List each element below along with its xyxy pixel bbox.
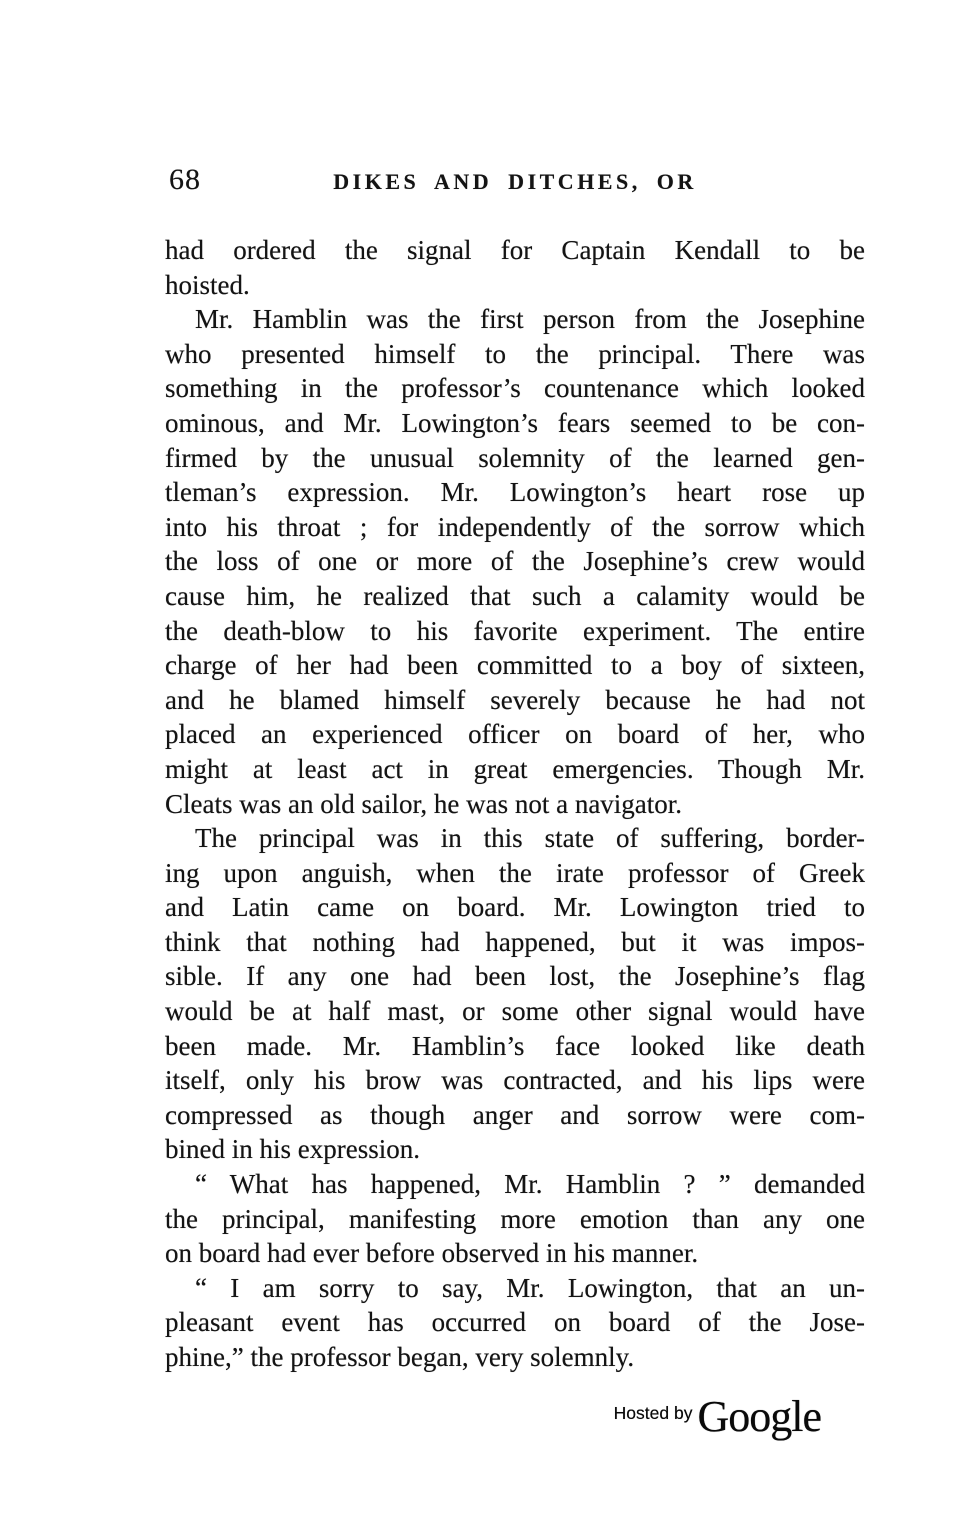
text-line: the death-blow to his favorite experiment. The entire xyxy=(165,615,865,646)
page-body xyxy=(165,233,865,1375)
running-header xyxy=(165,163,865,197)
text-line: phine,” the professor began, very solemnly. xyxy=(165,1342,635,1372)
text-line: The principal was in this state of suffering, border- xyxy=(195,823,865,854)
text-line: placed an experienced officer on board of her, who xyxy=(165,719,865,750)
text-line: might at least act in great emergencies. Though Mr. xyxy=(165,753,865,784)
google-watermark xyxy=(613,1390,821,1441)
text-line: sible. If any one had been lost, the Josephine’s flag xyxy=(165,961,865,992)
text-line: cause him, he realized that such a calamity would be xyxy=(165,580,865,611)
text-line: firmed by the unusual solemnity of the learned gen- xyxy=(165,442,865,473)
text-line: would be at half mast, or some other signal would have xyxy=(165,996,865,1027)
text-line: the principal, manifesting more emotion than any one xyxy=(165,1203,865,1234)
text-line: “ I am sorry to say, Mr. Lowington, that an un- xyxy=(195,1272,865,1303)
text-line: been made. Mr. Hamblin’s face looked like death xyxy=(165,1030,865,1061)
text-line: tleman’s expression. Mr. Lowington’s heart rose up xyxy=(165,477,865,508)
text-line: ominous, and Mr. Lowington’s fears seemed to be con- xyxy=(165,407,865,438)
paragraph xyxy=(165,1271,865,1375)
running-title: DIKES AND DITCHES, OR xyxy=(333,169,697,194)
text-line: something in the professor’s countenance which looked xyxy=(165,373,865,404)
text-line: pleasant event has occurred on board of the Jose- xyxy=(165,1307,865,1338)
google-logo: Google xyxy=(697,1392,821,1441)
text-line: the loss of one or more of the Josephine’s crew would xyxy=(165,546,865,577)
text-line: who presented himself to the principal. There was xyxy=(165,338,865,369)
text-line: into his throat ; for independently of the sorrow which xyxy=(165,511,865,542)
text-line: and he blamed himself severely because he had not xyxy=(165,684,865,715)
text-line: ing upon anguish, when the irate professor of Greek xyxy=(165,857,865,888)
text-line: bined in his expression. xyxy=(165,1134,420,1165)
paragraph xyxy=(165,302,865,821)
paragraph xyxy=(165,233,865,302)
text-line: “ What has happened, Mr. Hamblin ? ” demanded xyxy=(195,1169,865,1200)
text-line: itself, only his brow was contracted, and his lips were xyxy=(165,1065,865,1096)
text-line: Mr. Hamblin was the first person from the Josephine xyxy=(195,304,865,335)
text-line: compressed as though anger and sorrow were com- xyxy=(165,1099,865,1130)
text-line: had ordered the signal for Captain Kendall to be xyxy=(165,235,865,265)
text-line: on board had ever before observed in his manner. xyxy=(165,1238,699,1269)
page-number: 68 xyxy=(169,163,201,196)
text-line: charge of her had been committed to a boy of sixteen, xyxy=(165,650,865,681)
text-line: hoisted. xyxy=(165,269,250,300)
text-line: and Latin came on board. Mr. Lowington tried to xyxy=(165,892,865,923)
hosted-by-label: Hosted by xyxy=(613,1403,693,1423)
paragraph xyxy=(165,821,865,1167)
paragraph xyxy=(165,1167,865,1271)
text-line: Cleats was an old sailor, he was not a navigator. xyxy=(165,788,683,819)
text-line: think that nothing had happened, but it was impos- xyxy=(165,926,865,957)
